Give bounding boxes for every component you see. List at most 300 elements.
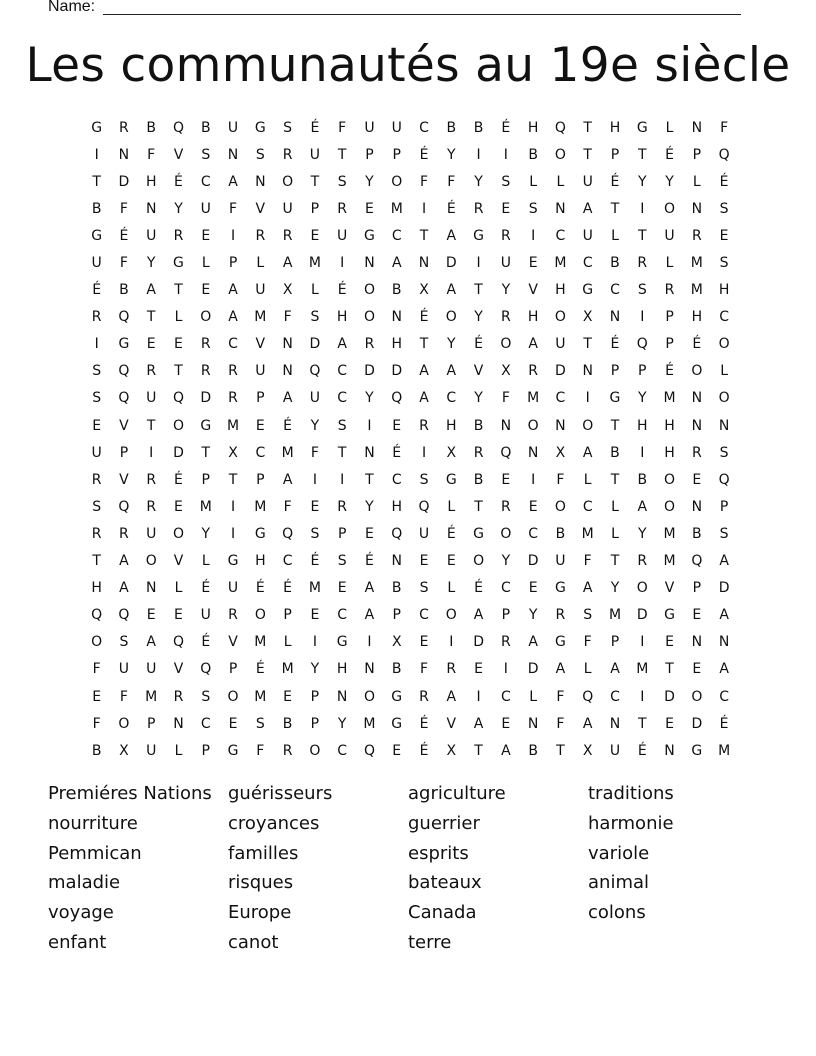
grid-letter: Q bbox=[554, 119, 566, 136]
grid-letter: N bbox=[691, 498, 703, 515]
grid-letter: C bbox=[200, 173, 211, 190]
grid-letter: R bbox=[91, 525, 102, 542]
grid-letter: B bbox=[91, 742, 102, 759]
grid-letter: E bbox=[528, 498, 538, 515]
word-list-item: Premiéres Nations bbox=[48, 783, 212, 804]
grid-letter: S bbox=[92, 363, 102, 380]
grid-letter: X bbox=[419, 282, 429, 299]
grid-row bbox=[83, 683, 738, 710]
grid-letter: O bbox=[172, 525, 184, 542]
grid-letter: M bbox=[663, 525, 676, 542]
grid-letter: B bbox=[200, 119, 211, 136]
grid-letter: O bbox=[554, 146, 566, 163]
grid-letter: E bbox=[446, 553, 456, 570]
grid-letter: P bbox=[256, 471, 265, 488]
grid-letter: E bbox=[174, 336, 183, 353]
grid-letter: B bbox=[610, 444, 620, 461]
grid-letter: R bbox=[500, 309, 511, 326]
grid-letter: A bbox=[228, 282, 238, 299]
grid-letter: R bbox=[173, 688, 184, 705]
grid-letter: N bbox=[255, 173, 266, 190]
grid-letter: D bbox=[200, 390, 212, 407]
grid-letter: I bbox=[94, 336, 99, 353]
grid-letter: I bbox=[640, 200, 645, 217]
grid-letter: Y bbox=[637, 390, 647, 407]
grid-letter: A bbox=[582, 715, 593, 732]
grid-letter: P bbox=[310, 688, 320, 705]
grid-letter: U bbox=[146, 525, 157, 542]
word-column bbox=[228, 779, 408, 958]
grid-letter: L bbox=[201, 553, 210, 570]
grid-letter: U bbox=[91, 255, 102, 272]
grid-letter: U bbox=[391, 119, 402, 136]
grid-letter: F bbox=[229, 200, 238, 217]
grid-letter: L bbox=[611, 525, 619, 542]
grid-letter: A bbox=[228, 309, 238, 326]
grid-letter: Q bbox=[200, 661, 212, 678]
grid-letter: P bbox=[692, 146, 702, 163]
grid-letter: O bbox=[172, 417, 184, 434]
grid-letter: I bbox=[340, 255, 345, 272]
grid-letter: I bbox=[230, 525, 236, 542]
grid-letter: C bbox=[610, 688, 620, 705]
grid-letter: N bbox=[364, 255, 375, 272]
grid-letter: P bbox=[610, 634, 620, 651]
grid-letter: R bbox=[528, 363, 538, 380]
grid-letter: L bbox=[611, 227, 619, 244]
word-list-item: animal bbox=[588, 872, 650, 894]
grid-letter: D bbox=[118, 173, 130, 190]
grid-letter: Y bbox=[637, 525, 647, 542]
grid-letter: L bbox=[583, 471, 592, 488]
grid-letter: F bbox=[256, 742, 265, 759]
grid-letter: A bbox=[419, 390, 429, 407]
grid-letter: O bbox=[691, 363, 703, 380]
grid-letter: R bbox=[364, 336, 375, 353]
grid-letter: E bbox=[665, 715, 674, 732]
grid-letter: X bbox=[119, 742, 129, 759]
word-column bbox=[588, 779, 768, 958]
grid-letter: G bbox=[91, 119, 103, 136]
grid-letter: C bbox=[582, 255, 593, 272]
grid-letter: E bbox=[174, 498, 183, 515]
grid-letter: R bbox=[282, 227, 293, 244]
grid-letter: V bbox=[119, 471, 129, 488]
grid-letter: S bbox=[201, 146, 211, 163]
grid-letter: N bbox=[527, 715, 539, 732]
grid-letter: F bbox=[119, 255, 128, 272]
grid-letter: A bbox=[637, 498, 648, 515]
grid-letter: R bbox=[146, 471, 157, 488]
grid-letter: I bbox=[476, 255, 481, 272]
grid-letter: I bbox=[449, 634, 454, 651]
grid-letter: N bbox=[609, 715, 621, 732]
grid-letter: D bbox=[527, 661, 539, 678]
grid-letter: N bbox=[336, 688, 348, 705]
grid-letter: B bbox=[637, 471, 648, 488]
grid-letter: U bbox=[609, 742, 621, 759]
grid-letter: R bbox=[500, 634, 511, 651]
grid-letter: O bbox=[363, 309, 375, 326]
grid-letter: P bbox=[692, 580, 702, 597]
grid-letter: M bbox=[527, 390, 540, 407]
grid-letter: N bbox=[364, 444, 375, 461]
grid-row bbox=[83, 602, 738, 629]
grid-letter: G bbox=[227, 742, 239, 759]
grid-letter: T bbox=[474, 282, 483, 299]
grid-letter: R bbox=[419, 417, 429, 434]
grid-letter: C bbox=[500, 688, 511, 705]
grid-letter: O bbox=[309, 742, 321, 759]
grid-letter: U bbox=[309, 146, 321, 163]
grid-letter: I bbox=[421, 200, 427, 217]
grid-letter: F bbox=[310, 444, 319, 461]
grid-letter: E bbox=[419, 634, 429, 651]
grid-letter: G bbox=[664, 607, 675, 624]
grid-letter: S bbox=[310, 309, 320, 326]
grid-letter: N bbox=[555, 417, 566, 434]
grid-letter: S bbox=[310, 525, 320, 542]
grid-letter: U bbox=[582, 227, 593, 244]
grid-letter: F bbox=[92, 661, 101, 678]
grid-letter: O bbox=[636, 580, 648, 597]
grid-letter: X bbox=[391, 634, 402, 651]
grid-letter: A bbox=[528, 336, 538, 353]
grid-letter: É bbox=[446, 525, 456, 542]
grid-letter: Q bbox=[418, 498, 430, 515]
grid-row bbox=[83, 439, 738, 466]
grid-row bbox=[83, 195, 738, 222]
page-title: Les communautés au 19e siècle bbox=[25, 38, 791, 93]
grid-letter: N bbox=[282, 363, 293, 380]
grid-letter: B bbox=[91, 200, 102, 217]
grid-letter: D bbox=[718, 580, 730, 597]
grid-letter: U bbox=[118, 661, 130, 678]
grid-letter: T bbox=[92, 173, 101, 190]
grid-letter: D bbox=[664, 688, 675, 705]
grid-letter: Y bbox=[201, 525, 211, 542]
grid-letter: Q bbox=[118, 363, 130, 380]
grid-letter: F bbox=[283, 498, 292, 515]
grid-letter: M bbox=[608, 607, 622, 624]
grid-letter: D bbox=[364, 363, 375, 380]
grid-letter: I bbox=[531, 227, 536, 244]
name-label: Name: bbox=[48, 0, 96, 15]
grid-letter: D bbox=[173, 444, 184, 461]
grid-letter: E bbox=[419, 553, 429, 570]
grid-letter: E bbox=[255, 417, 265, 434]
grid-letter: A bbox=[719, 607, 729, 624]
grid-letter: N bbox=[691, 119, 703, 136]
grid-letter: T bbox=[583, 146, 592, 163]
grid-letter: X bbox=[555, 444, 566, 461]
grid-letter: E bbox=[174, 607, 183, 624]
grid-letter: O bbox=[500, 336, 512, 353]
grid-letter: L bbox=[447, 498, 456, 515]
grid-letter: É bbox=[283, 417, 293, 434]
grid-letter: R bbox=[637, 553, 648, 570]
grid-letter: A bbox=[146, 634, 156, 651]
grid-letter: U bbox=[227, 580, 239, 597]
grid-letter: N bbox=[691, 417, 703, 434]
grid-letter: R bbox=[91, 471, 102, 488]
grid-letter: C bbox=[419, 119, 429, 136]
grid-letter: M bbox=[254, 688, 267, 705]
grid-letter: E bbox=[228, 715, 238, 732]
grid-letter: S bbox=[201, 688, 211, 705]
grid-letter: M bbox=[308, 580, 321, 597]
word-list-item: traditions bbox=[588, 783, 674, 804]
grid-letter: M bbox=[581, 525, 594, 542]
grid-letter: Q bbox=[391, 390, 403, 407]
grid-letter: O bbox=[445, 607, 457, 624]
word-list-item: enfant bbox=[48, 931, 107, 953]
grid-letter: U bbox=[500, 255, 511, 272]
grid-letter: L bbox=[665, 119, 674, 136]
word-list-item: familles bbox=[228, 842, 299, 864]
grid-letter: F bbox=[119, 688, 128, 705]
grid-letter: S bbox=[337, 417, 347, 434]
grid-letter: F bbox=[556, 471, 565, 488]
grid-letter: E bbox=[365, 525, 374, 542]
grid-letter: I bbox=[94, 146, 99, 163]
grid-letter: F bbox=[119, 200, 128, 217]
grid-letter: É bbox=[174, 471, 183, 488]
grid-letter: M bbox=[199, 498, 212, 515]
grid-letter: E bbox=[365, 200, 374, 217]
grid-letter: T bbox=[637, 715, 647, 732]
grid-letter: U bbox=[364, 119, 375, 136]
grid-letter: O bbox=[254, 607, 266, 624]
grid-letter: Y bbox=[474, 390, 483, 407]
grid-letter: Q bbox=[636, 336, 648, 353]
grid-letter: Q bbox=[500, 444, 512, 461]
grid-letter: P bbox=[228, 661, 238, 678]
grid-letter: U bbox=[418, 525, 430, 542]
grid-letter: G bbox=[173, 255, 184, 272]
grid-letter: M bbox=[554, 255, 567, 272]
grid-letter: R bbox=[200, 363, 211, 380]
grid-letter: M bbox=[281, 661, 294, 678]
grid-letter: H bbox=[527, 309, 539, 326]
grid-letter: L bbox=[665, 255, 674, 272]
grid-letter: A bbox=[555, 661, 566, 678]
grid-letter: É bbox=[365, 553, 374, 570]
grid-letter: Y bbox=[174, 200, 183, 217]
grid-letter: C bbox=[419, 607, 429, 624]
grid-letter: P bbox=[501, 607, 511, 624]
grid-letter: R bbox=[555, 607, 566, 624]
grid-row bbox=[83, 656, 738, 683]
grid-letter: A bbox=[119, 553, 129, 570]
grid-letter: A bbox=[719, 661, 729, 678]
grid-letter: N bbox=[691, 390, 703, 407]
grid-letter: R bbox=[691, 444, 702, 461]
grid-letter: T bbox=[174, 363, 183, 380]
grid-letter: T bbox=[474, 498, 483, 515]
grid-letter: G bbox=[91, 227, 103, 244]
grid-letter: B bbox=[146, 119, 156, 136]
grid-letter: H bbox=[145, 173, 157, 190]
grid-letter: É bbox=[719, 715, 729, 732]
grid-letter: D bbox=[309, 336, 321, 353]
grid-letter: Q bbox=[363, 742, 375, 759]
grid-row bbox=[83, 114, 738, 141]
grid-letter: E bbox=[146, 336, 156, 353]
grid-letter: N bbox=[691, 634, 703, 651]
grid-letter: I bbox=[585, 390, 590, 407]
grid-letter: A bbox=[337, 336, 347, 353]
grid-letter: E bbox=[501, 200, 511, 217]
grid-letter: E bbox=[201, 282, 211, 299]
grid-letter: C bbox=[255, 444, 266, 461]
grid-letter: M bbox=[663, 553, 676, 570]
grid-letter: L bbox=[283, 634, 292, 651]
grid-letter: A bbox=[473, 607, 484, 624]
grid-letter: B bbox=[473, 417, 484, 434]
grid-letter: A bbox=[582, 580, 593, 597]
grid-letter: L bbox=[447, 580, 456, 597]
grid-letter: P bbox=[610, 363, 620, 380]
grid-letter: I bbox=[476, 146, 481, 163]
grid-letter: E bbox=[146, 607, 156, 624]
grid-letter: F bbox=[92, 715, 101, 732]
grid-letter: Q bbox=[172, 390, 184, 407]
grid-row bbox=[83, 710, 738, 737]
grid-letter: R bbox=[473, 444, 484, 461]
grid-letter: X bbox=[282, 282, 293, 299]
grid-letter: T bbox=[583, 336, 592, 353]
grid-letter: S bbox=[119, 634, 129, 651]
grid-letter: Q bbox=[309, 363, 321, 380]
grid-letter: É bbox=[719, 173, 729, 190]
grid-row bbox=[83, 385, 738, 412]
grid-letter: É bbox=[610, 173, 620, 190]
grid-letter: U bbox=[309, 390, 321, 407]
grid-row bbox=[83, 277, 738, 304]
grid-letter: É bbox=[310, 553, 320, 570]
grid-letter: G bbox=[391, 688, 403, 705]
word-list-item: harmonie bbox=[588, 812, 674, 834]
grid-letter: N bbox=[118, 146, 130, 163]
grid-letter: É bbox=[501, 119, 511, 136]
grid-letter: U bbox=[255, 282, 266, 299]
word-list bbox=[48, 779, 768, 958]
grid-letter: D bbox=[473, 634, 484, 651]
grid-letter: M bbox=[690, 255, 703, 272]
grid-letter: D bbox=[691, 715, 703, 732]
grid-letter: O bbox=[282, 173, 294, 190]
grid-letter: F bbox=[338, 119, 347, 136]
grid-letter: X bbox=[228, 444, 238, 461]
grid-letter: O bbox=[363, 282, 375, 299]
grid-letter: P bbox=[201, 471, 210, 488]
grid-letter: D bbox=[445, 255, 457, 272]
grid-letter: Y bbox=[310, 661, 320, 678]
grid-letter: É bbox=[201, 580, 211, 597]
grid-letter: B bbox=[282, 715, 293, 732]
grid-letter: H bbox=[336, 309, 348, 326]
grid-letter: S bbox=[337, 173, 347, 190]
grid-letter: É bbox=[92, 282, 102, 299]
grid-row bbox=[83, 249, 738, 276]
grid-letter: C bbox=[337, 742, 348, 759]
grid-letter: É bbox=[419, 146, 429, 163]
grid-letter: Q bbox=[172, 119, 184, 136]
grid-letter: V bbox=[173, 661, 184, 678]
grid-letter: O bbox=[500, 525, 512, 542]
grid-letter: Q bbox=[118, 390, 130, 407]
grid-letter: U bbox=[227, 119, 239, 136]
grid-letter: A bbox=[446, 282, 457, 299]
grid-letter: C bbox=[391, 227, 402, 244]
grid-letter: S bbox=[719, 200, 729, 217]
grid-letter: R bbox=[200, 336, 211, 353]
grid-letter: A bbox=[282, 471, 293, 488]
word-column bbox=[408, 779, 588, 958]
grid-letter: N bbox=[500, 417, 512, 434]
grid-letter: R bbox=[146, 363, 157, 380]
grid-letter: E bbox=[310, 227, 320, 244]
grid-letter: S bbox=[501, 173, 511, 190]
word-list-item: maladie bbox=[48, 872, 121, 894]
grid-letter: G bbox=[554, 634, 566, 651]
grid-letter: U bbox=[146, 742, 157, 759]
word-list-item: variole bbox=[588, 842, 650, 864]
grid-letter: R bbox=[282, 742, 293, 759]
grid-letter: É bbox=[692, 336, 702, 353]
grid-letter: G bbox=[336, 634, 348, 651]
grid-letter: A bbox=[501, 742, 511, 759]
grid-letter: Y bbox=[474, 309, 483, 326]
grid-letter: R bbox=[228, 363, 238, 380]
grid-letter: F bbox=[501, 390, 510, 407]
grid-letter: D bbox=[527, 553, 539, 570]
grid-letter: B bbox=[391, 282, 402, 299]
grid-letter: P bbox=[392, 146, 401, 163]
grid-letter: G bbox=[582, 282, 594, 299]
grid-row bbox=[83, 412, 738, 439]
grid-letter: N bbox=[391, 309, 402, 326]
grid-letter: S bbox=[528, 200, 538, 217]
grid-letter: H bbox=[609, 119, 621, 136]
word-list-item: Pemmican bbox=[48, 842, 142, 864]
word-list-item: colons bbox=[588, 902, 646, 924]
grid-letter: F bbox=[419, 661, 429, 678]
grid-letter: Y bbox=[528, 607, 538, 624]
grid-letter: M bbox=[663, 390, 676, 407]
grid-letter: Y bbox=[310, 417, 320, 434]
grid-letter: H bbox=[336, 661, 348, 678]
grid-letter: N bbox=[227, 146, 239, 163]
grid-letter: O bbox=[445, 309, 457, 326]
grid-letter: S bbox=[337, 553, 347, 570]
grid-letter: B bbox=[473, 119, 484, 136]
grid-letter: Q bbox=[718, 146, 730, 163]
grid-letter: S bbox=[419, 471, 429, 488]
grid-letter: D bbox=[391, 363, 403, 380]
grid-letter: I bbox=[640, 634, 645, 651]
grid-letter: É bbox=[474, 580, 483, 597]
grid-letter: N bbox=[527, 444, 539, 461]
grid-letter: Y bbox=[365, 498, 374, 515]
grid-letter: A bbox=[446, 688, 457, 705]
grid-letter: U bbox=[582, 173, 593, 190]
grid-letter: E bbox=[474, 661, 483, 678]
grid-letter: B bbox=[446, 119, 457, 136]
grid-letter: I bbox=[149, 444, 154, 461]
word-column bbox=[48, 779, 228, 958]
